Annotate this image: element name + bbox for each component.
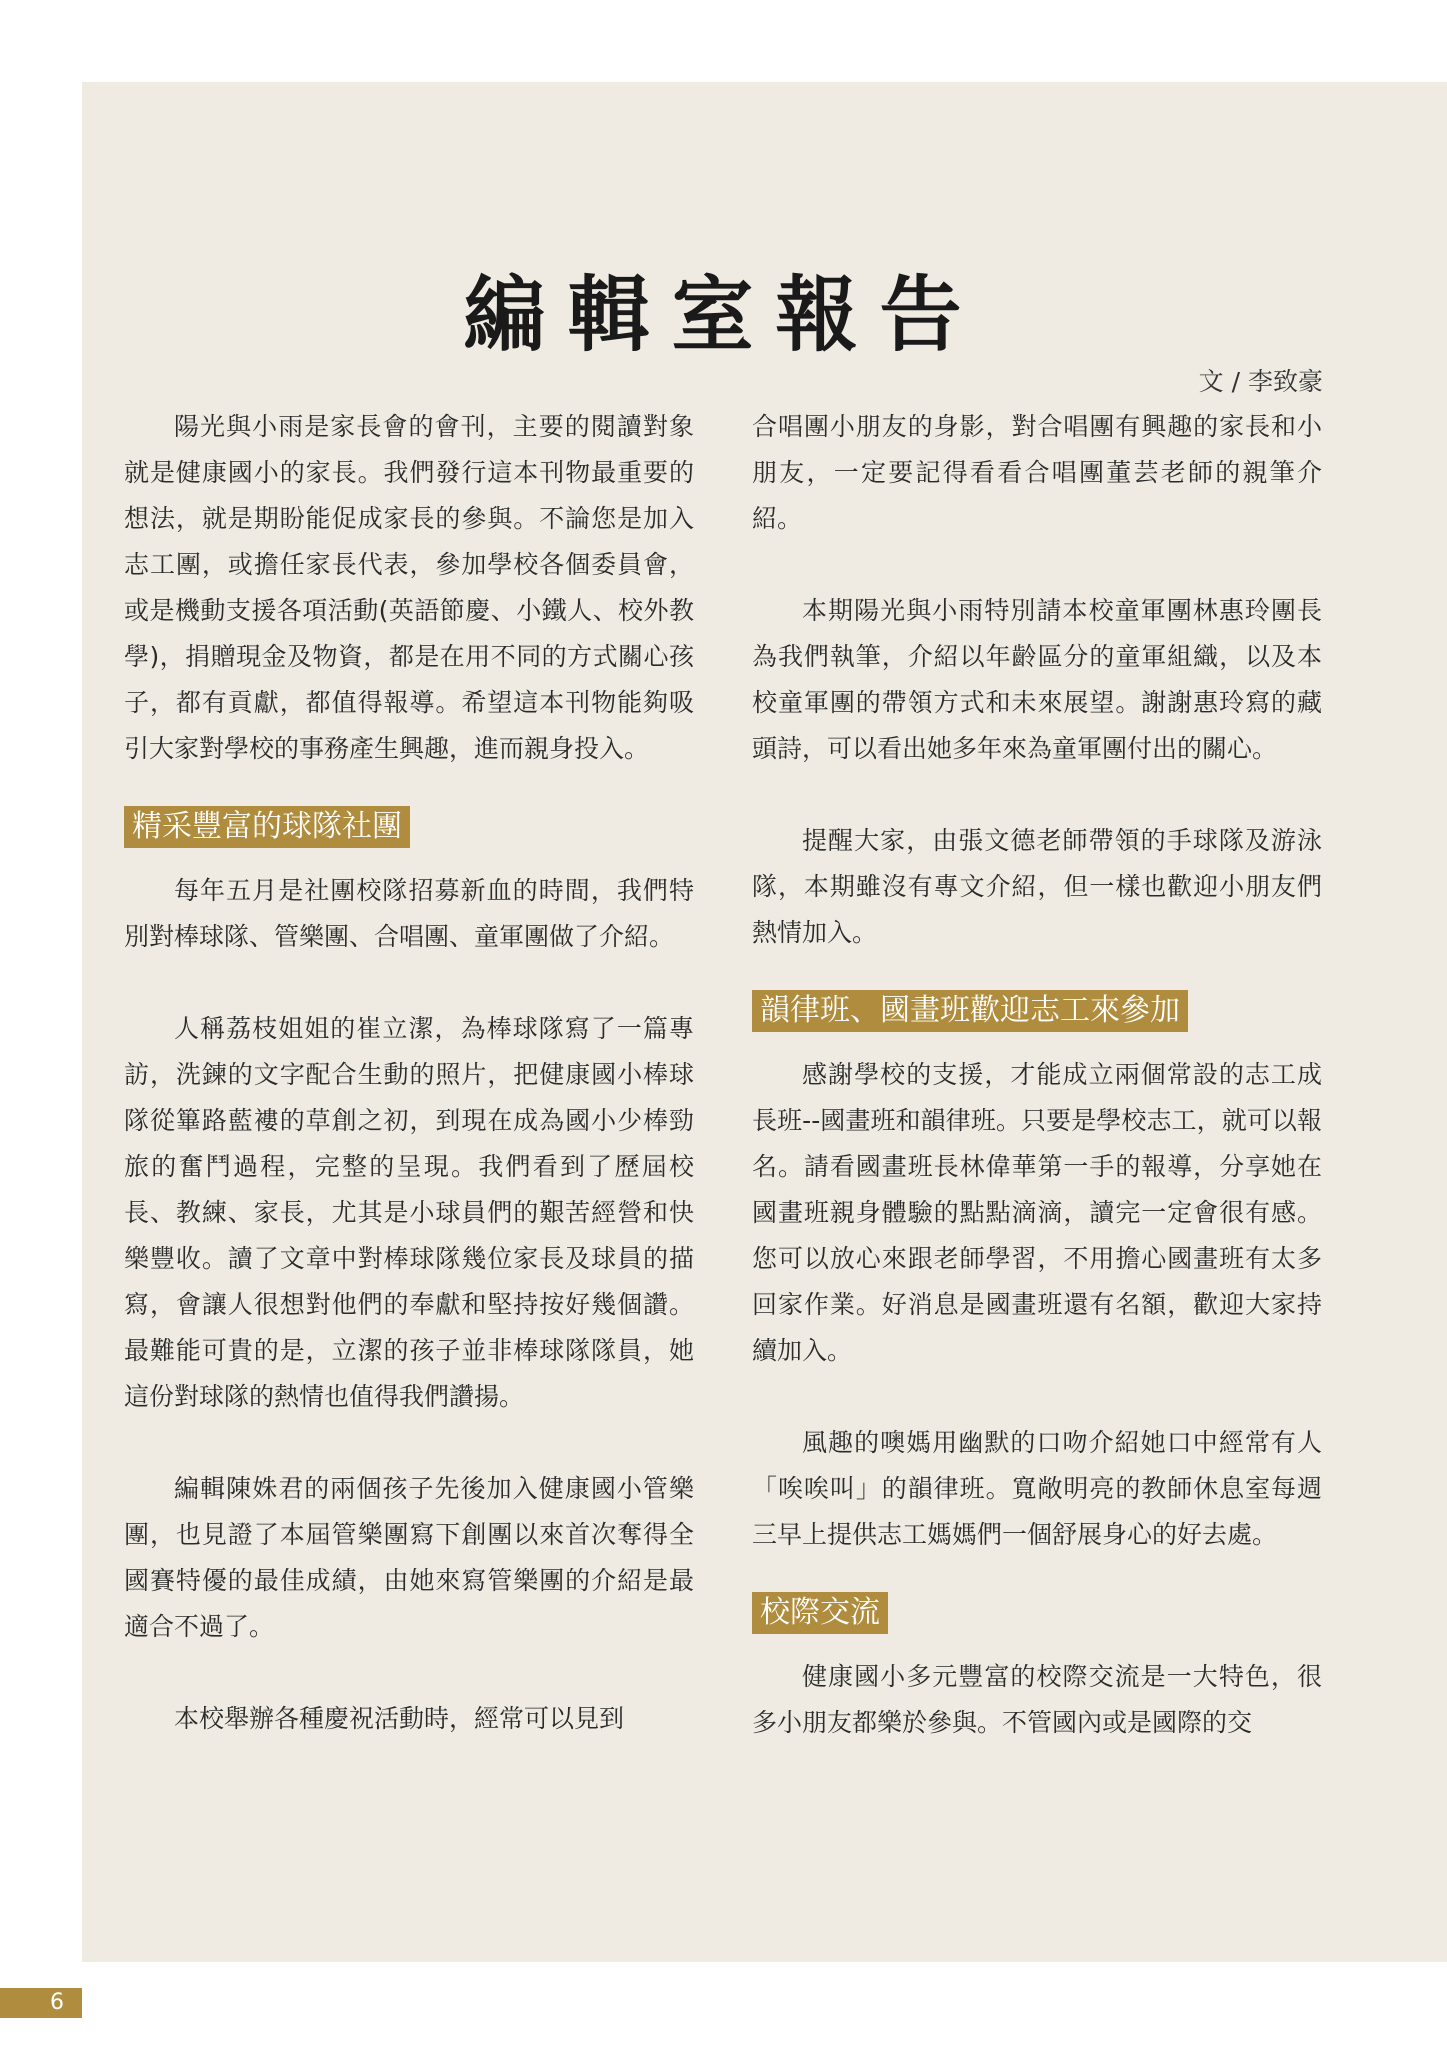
baseball-paragraph: 人稱荔枝姐姐的崔立潔，為棒球隊寫了一篇專訪，洗鍊的文字配合生動的照片，把健康國小棒球隊從篳路藍褸的草創之初，到現在成為國小少棒勁旅的奮鬥過程，完整的呈現。我們看到了歷屆校長、教練、家長，尤其是小球員們的艱苦經營和快樂豐收。讀了文章中對棒球隊幾位家長及球員的描寫，會讓人很想對他們的奉獻和堅持按好幾個讚。最難能可貴的是，立潔的孩子並非棒球隊隊員，她這份對球隊的熱情也值得我們讚揚。 <box>124 1014 694 1411</box>
band-paragraph: 編輯陳姝君的兩個孩子先後加入健康國小管樂團，也見證了本屆管樂團寫下創團以來首次奪得全國賽特優的最佳成績，由她來寫管樂團的介紹是最適合不過了。 <box>124 1474 694 1641</box>
right-column <box>752 404 1322 1746</box>
painting-class-paragraph: 感謝學校的支援，才能成立兩個常設的志工成長班--國畫班和韻律班。只要是學校志工，就可以報名。請看國畫班長林偉華第一手的報導，分享她在國畫班親身體驗的點點滴滴，讀完一定會很有感。您可以放心來跟老師學習，不用擔心國畫班有太多回家作業。好消息是國畫班還有名額，歡迎大家持續加入。 <box>752 1060 1322 1365</box>
scouts-paragraph: 本期陽光與小雨特別請本校童軍團林惠玲團長為我們執筆，介紹以年齡區分的童軍組織，以及本校童軍團的帶領方式和未來展望。謝謝惠玲寫的藏頭詩，可以看出她多年來為童軍團付出的關心。 <box>752 596 1322 763</box>
left-column <box>124 404 694 1742</box>
exchange-paragraph: 健康國小多元豐富的校際交流是一大特色，很多小朋友都樂於參與。不管國內或是國際的交 <box>752 1662 1322 1737</box>
handball-paragraph: 提醒大家，由張文德老師帶領的手球隊及游泳隊，本期雖沒有專文介紹，但一樣也歡迎小朋友們熱情加入。 <box>752 826 1322 947</box>
events-paragraph: 本校舉辦各種慶祝活動時，經常可以見到 <box>174 1704 625 1733</box>
rhythm-class-paragraph: 風趣的噢媽用幽默的口吻介紹她口中經常有人「唉唉叫」的韻律班。寬敞明亮的教師休息室每週三早上提供志工媽媽們一個舒展身心的好去處。 <box>752 1428 1322 1549</box>
section-heading-exchange: 校際交流 <box>752 1592 888 1634</box>
page-number: 6 <box>0 1988 82 2018</box>
author-byline: 文 / 李致豪 <box>1198 367 1323 396</box>
section-heading-teams: 精采豐富的球隊社團 <box>124 806 410 848</box>
intro-paragraph: 陽光與小雨是家長會的會刊，主要的閱讀對象就是健康國小的家長。我們發行這本刊物最重要的想法，就是期盼能促成家長的參與。不論您是加入志工團，或擔任家長代表，參加學校各個委員會，或是機動支援各項活動(英語節慶、小鐵人、校外教學)，捐贈現金及物資，都是在用不同的方式關心孩子，都有貢獻，都值得報導。希望這本刊物能夠吸引大家對學校的事務產生興趣，進而親身投入。 <box>124 412 694 763</box>
choir-paragraph: 合唱團小朋友的身影，對合唱團有興趣的家長和小朋友，一定要記得看看合唱團董芸老師的親筆介紹。 <box>752 412 1322 533</box>
teams-paragraph: 每年五月是社團校隊招募新血的時間，我們特別對棒球隊、管樂團、合唱團、童軍團做了介紹。 <box>124 876 694 951</box>
page-title: 編輯室報告 <box>463 267 984 363</box>
section-heading-classes: 韻律班、國畫班歡迎志工來參加 <box>752 990 1188 1032</box>
